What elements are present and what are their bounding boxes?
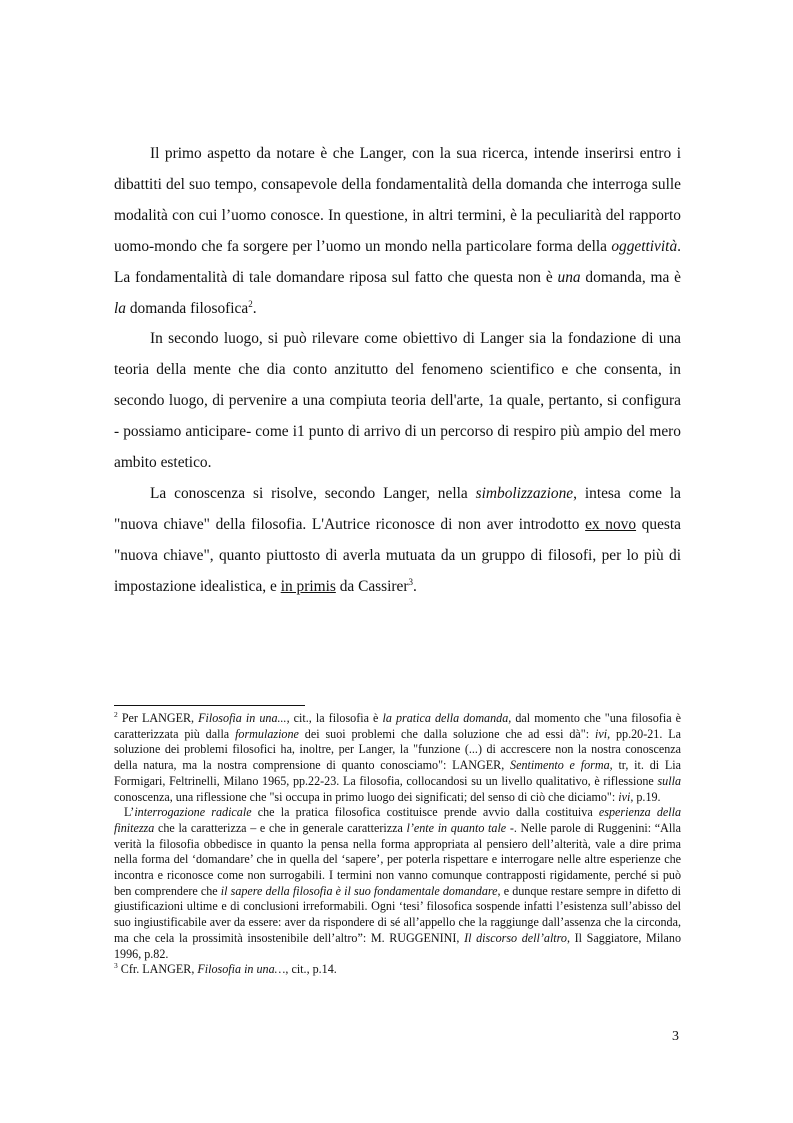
text-run: , e dunque restare sempre in difetto di giustificazioni ultime e di conclusioni irreformabili. Ogni ‘tesi’ filosofica sospende infatti l’esistenza sull’abisso del suo ingiustificabile aver da essere: aver da rispondere di sé all’appello che la raggiunge dall’assenza che la circonda, ma che cela la prossimità insostenibile dell’altro”: M. RUGGENINI, [114,883,681,945]
paragraph-2 [114,324,681,479]
text-run: La conoscenza si risolve, secondo Langer, nella [150,484,476,502]
italic-text: il sapere della filosofia è il suo fondamentale domandare [220,883,498,898]
italic-text: la [114,299,126,317]
italic-text: la pratica della domanda, [382,711,512,725]
text-run: , pp.20-21. La soluzione dei problemi filosofici ha, inoltre, per Langer, la "funzione (...) di accrescere non la nostra conoscenza della natura, ma la nostra comprensione di quanto conosciamo": LANGER, [114,726,681,773]
text-run: , cit., p.14. [285,962,337,977]
text-run: . [252,299,257,317]
text-run: dal momento che "una filosofia è caratterizzata più dalla [114,711,682,741]
footnote-ref: 2 [248,298,253,309]
italic-text: Il discorso dell’altro [464,930,567,945]
italic-text: esperienza della finitezza [114,805,681,835]
italic-text: interrogazione radicale [134,805,252,820]
text-run: da Cassirer [335,577,409,595]
paragraph-3 [114,479,681,603]
text-run: Per LANGER, [117,711,199,725]
italic-text: l’ente in quanto tale [406,820,507,835]
italic-text: Filosofia in una… [197,962,286,977]
body-text [114,139,681,603]
text-run: dei suoi problemi che dalla soluzione che ad essi dà": [298,726,595,741]
text-run: , intesa come la "nuova chiave" della filosofia. L'Autrice riconosce di non aver introdotto [114,484,681,533]
underlined-text: in primis [280,577,336,595]
footnote-separator [114,705,305,706]
text-run: . [413,577,417,595]
footnotes [114,711,681,978]
text-run: domanda, ma è [580,268,681,286]
text-run: questa "nuova chiave", quanto piuttosto di averla mutuata da un gruppo di filosofi, per lo più di impostazione idealistica, e [114,515,682,595]
paragraph-1 [114,139,681,324]
footnote-2 [114,711,681,805]
text-run: che la pratica filosofica costituisce prende avvio dalla costituiva [251,805,599,820]
italic-text: oggettività [611,237,678,255]
italic-text: ivi [618,789,631,804]
text-run: domanda filosofica [125,299,249,317]
text-run: conoscenza, una riflessione che "si occupa in primo luogo dei significati; del senso di ciò che diciamo": [114,789,619,804]
text-run: In secondo luogo, si può rilevare come obiettivo di Langer sia la fondazione di una teoria della mente che dia conto anzitutto del fenomeno scientifico e che consenta, in secondo luogo, di pervenire a una compiuta teoria dell'arte, 1a quale, pertanto, si configura - possiamo anticipare- come i1 punto di arrivo di un percorso di respiro più ampio del mero ambito estetico. [114,330,681,472]
text-run: , Il Saggiatore, Milano 1996, p.82. [114,930,681,961]
footnote-2-continuation [114,805,681,962]
footnote-3 [114,962,681,978]
footnote-ref: 3 [408,576,413,587]
italic-text: Filosofia in una..., [198,711,290,725]
text-run: L’ [124,805,135,820]
text-run: , p.19. [630,789,661,804]
page-number: 3 [672,1029,679,1044]
footnote-ref: 2 [114,709,118,719]
text-run: Il primo aspetto da notare è che Langer, con la sua ricerca, intende inserirsi entro i dibattiti del suo tempo, consapevole della fondamentalità della domanda che interroga sulle modalità con cui l’uomo conosce. In questione, in altri termini, è la peculiarità del rapporto uomo-mondo che fa sorgere per l’uomo un mondo nella particolare forma della [114,145,681,255]
footnote-ref: 3 [114,961,118,971]
italic-text: sulla [657,773,681,788]
text-run: cit., la filosofia è [289,711,383,725]
text-run: Cfr. LANGER, [117,962,198,977]
underlined-text: ex novo [585,515,637,533]
text-run: , tr, it. di Lia Formigari, Feltrinelli, Milano 1965, pp.22-23. La filosofia, collocandosi su un livello qualitativo, è riflessione [114,758,682,788]
text-run: che la caratterizza – e che in generale caratterizza [154,820,407,835]
italic-text: formulazione [235,726,299,741]
italic-text: Sentimento e forma [510,758,610,773]
text-run: -. Nelle parole di Ruggenini: “Alla verità la filosofia obbedisce in quanto la pensa nella forma appropriata al pensiero dell’alterità, vale a dire prima nella forma del ‘domandare’ che in quella del ‘sapere’, per poterla rispettare e interrogare nelle altre esperienze che incontra e riconosce come non surrogabili. I termini non vanno comunque contrapposti rigidamente, perché si può ben comprendere che [114,820,681,898]
italic-text: simbolizzazione [475,484,574,502]
italic-text: ivi [594,726,608,741]
text-run: . La fondamentalità di tale domandare riposa sul fatto che questa non è [114,237,681,286]
italic-text: una [557,268,581,286]
